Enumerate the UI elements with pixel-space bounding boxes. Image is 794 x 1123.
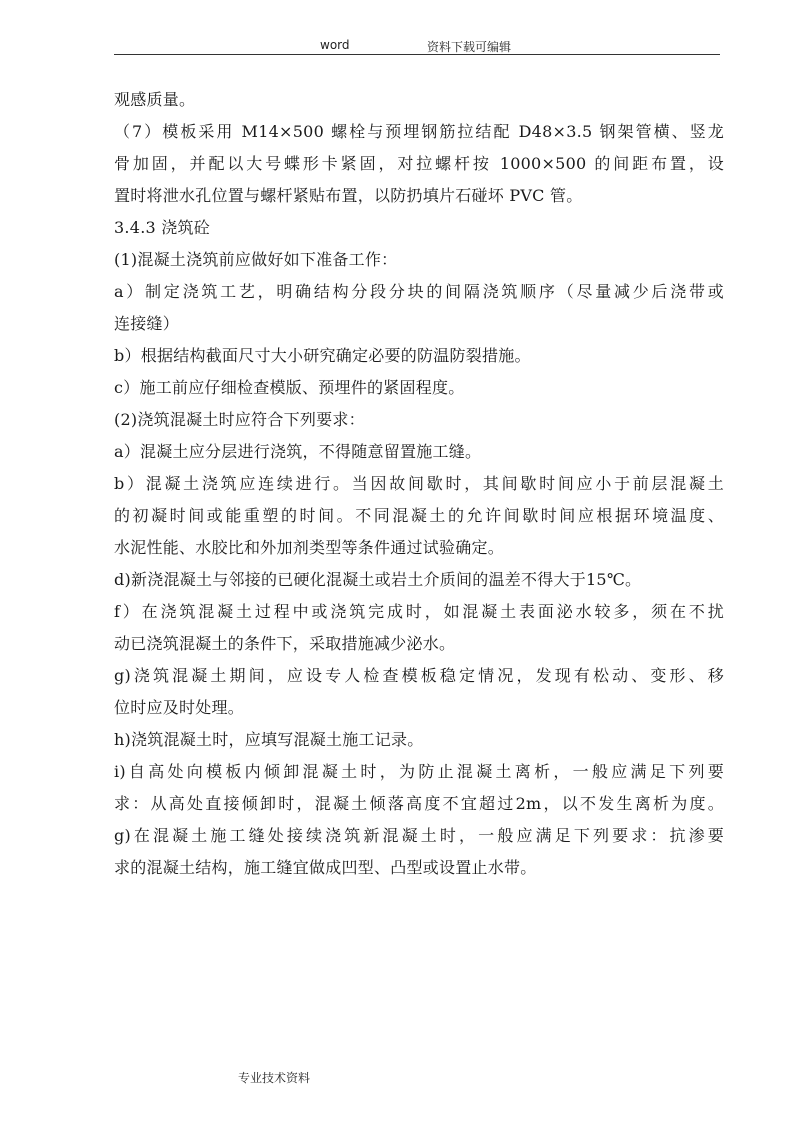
section-heading: 3.4.3 浇筑砼: [114, 218, 211, 237]
paragraph-line: h)浇筑混凝土时，应填写混凝土施工记录。: [114, 730, 424, 749]
paragraph-line: a）混凝土应分层进行浇筑，不得随意留置施工缝。: [114, 442, 482, 461]
paragraph-line: b）根据结构截面尺寸大小研究确定必要的防温防裂措施。: [114, 346, 531, 365]
paragraph-line: 观感质量。: [114, 90, 196, 109]
paragraph-line: 水泥性能、水胶比和外加剂类型等条件通过试验确定。: [114, 538, 505, 557]
paragraph-line: 求：从高处直接倾卸时，混凝土倾落高度不宜超过2m，以不发生离析为度。: [114, 794, 724, 813]
paragraph-line: 位时应及时处理。: [114, 698, 245, 717]
paragraph-line: 动已浇筑混凝土的条件下，采取措施减少泌水。: [114, 634, 456, 653]
paragraph-line: （7）模板采用 M14×500 螺栓与预埋钢筋拉结配 D48×3.5 钢架管横、竖龙: [114, 122, 724, 141]
paragraph-line: d)新浇混凝土与邻接的已硬化混凝土或岩土介质间的温差不得大于15℃。: [114, 570, 642, 589]
paragraph-line: i)自高处向模板内倾卸混凝土时，为防止混凝土离析，一般应满足下列要: [114, 762, 724, 781]
paragraph-line: b）混凝土浇筑应连续进行。当因故间歇时，其间歇时间应小于前层混凝土: [114, 474, 724, 493]
page-header: [114, 34, 720, 55]
paragraph-line: (1)混凝土浇筑前应做好如下准备工作：: [114, 250, 398, 269]
paragraph-line: a）制定浇筑工艺，明确结构分段分块的间隔浇筑顺序（尽量减少后浇带或: [114, 282, 724, 301]
paragraph-line: 置时将泄水孔位置与螺杆紧贴布置，以防扔填片石碰坏 PVC 管。: [114, 186, 583, 205]
paragraph-line: 骨加固，并配以大号蝶形卡紧固，对拉螺杆按 1000×500 的间距布置，设: [114, 154, 724, 173]
paragraph-line: g)在混凝土施工缝处接续浇筑新混凝土时，一般应满足下列要求：抗渗要: [114, 826, 724, 845]
document-body: [114, 84, 724, 884]
header-download-note: 资料下载可编辑: [427, 40, 512, 54]
paragraph-line: 求的混凝土结构，施工缝宜做成凹型、凸型或设置止水带。: [114, 858, 537, 877]
header-word-label: word: [320, 38, 350, 52]
paragraph-line: g)浇筑混凝土期间，应设专人检查模板稳定情况，发现有松动、变形、移: [114, 666, 724, 685]
paragraph-line: 连接缝）: [114, 314, 180, 333]
paragraph-line: f）在浇筑混凝土过程中或浇筑完成时，如混凝土表面泌水较多，须在不扰: [114, 602, 724, 621]
paragraph-line: c）施工前应仔细检查模版、预埋件的紧固程度。: [114, 378, 465, 397]
paragraph-line: (2)浇筑混凝土时应符合下列要求：: [114, 410, 365, 429]
paragraph-line: 的初凝时间或能重塑的时间。不同混凝土的允许间歇时间应根据环境温度、: [114, 506, 724, 525]
page-footer: 专业技术资料: [238, 1071, 311, 1085]
